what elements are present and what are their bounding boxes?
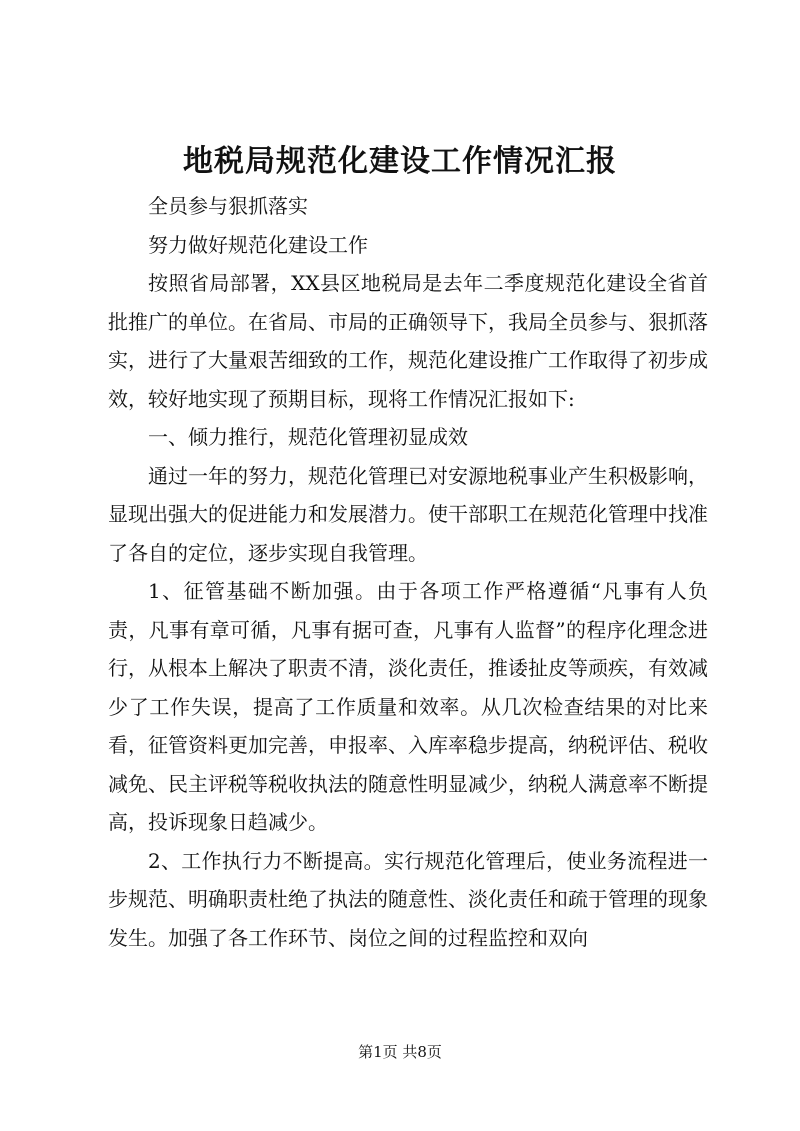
document-body <box>108 187 708 957</box>
section-heading-1: 一、倾力推行，规范化管理初显成效 <box>148 425 468 449</box>
document-title: 地税局规范化建设工作情况汇报 <box>183 144 617 179</box>
intro-paragraph: 按照省局部署，XX县区地税局是去年二季度规范化建设全省首批推广的单位。在省局、市局的正确领导下，我局全员参与、狠抓落实，进行了大量艰苦细致的工作，规范化建设推广工作取得了初步成效，较好地实现了预期目标，现将工作情况汇报如下: <box>108 271 708 411</box>
subtitle-line-2: 努力做好规范化建设工作 <box>148 232 368 257</box>
section-paragraph-1: 通过一年的努力，规范化管理已对安源地税事业产生积极影响，显现出强大的促进能力和发展潜力。使干部职工在规范化管理中找准了各自的定位，逐步实现自我管理。 <box>108 463 708 565</box>
page-number: 第1页 共8页 <box>358 1043 442 1061</box>
item-paragraph-2: 2、工作执行力不断提高。实行规范化管理后，使业务流程进一步规范、明确职责杜绝了执法的随意性、淡化责任和疏于管理的现象发生。加强了各工作环节、岗位之间的过程监控和双向 <box>108 848 708 950</box>
subtitle-line-1: 全员参与狠抓落实 <box>148 194 308 218</box>
item-paragraph-1: 1、征管基础不断加强。由于各项工作严格遵循“凡事有人负责，凡事有章可循，凡事有据可查，凡事有人监督”的程序化理念进行，从根本上解决了职责不清，淡化责任，推诿扯皮等顽疾，有效减少了工作失误，提高了工作质量和效率。从几次检查结果的对比来看，征管资料更加完善，申报率、入库率稳步提高，纳税评估、税收减免、民主评税等税收执法的随意性明显减少，纳税人满意率不断提高，投诉现象日趋减少。 <box>108 579 708 834</box>
